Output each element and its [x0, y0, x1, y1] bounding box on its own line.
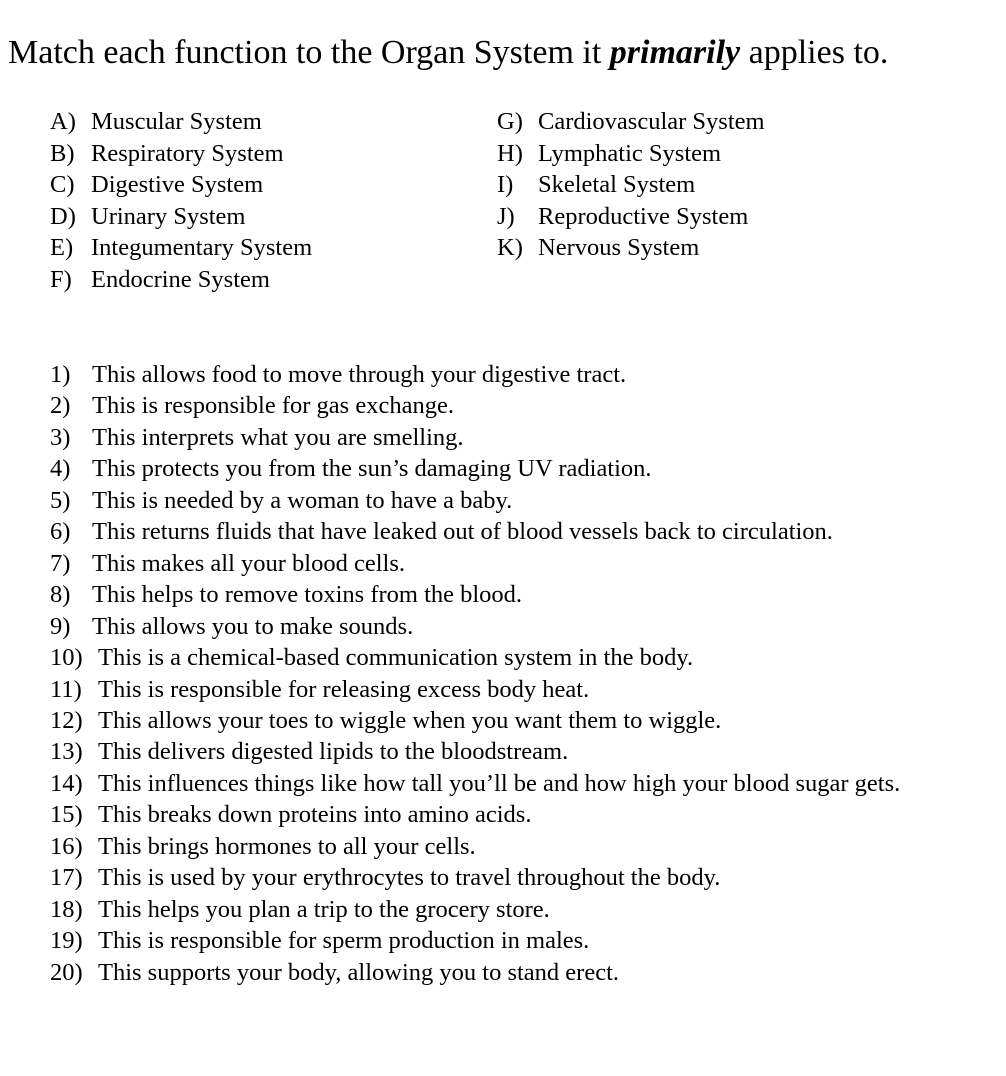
question-number: 12) — [50, 706, 83, 734]
question-item — [50, 453, 900, 484]
question-item — [50, 548, 900, 579]
option-item — [50, 169, 312, 201]
option-letter: I) — [497, 171, 514, 199]
question-list — [50, 359, 900, 988]
option-letter: J) — [497, 202, 515, 230]
option-letter: E) — [50, 234, 74, 262]
question-text: This influences things like how tall you’ll be and how high your blood sugar gets. — [98, 769, 901, 797]
question-number: 4) — [50, 455, 71, 483]
option-letter: G) — [497, 108, 523, 135]
option-letter: K) — [497, 234, 523, 262]
question-text: This allows food to move through your digestive tract. — [92, 361, 627, 388]
option-text: Endocrine System — [91, 265, 270, 293]
question-text: This is used by your erythrocytes to travel throughout the body. — [98, 864, 721, 892]
option-text: Cardiovascular System — [538, 108, 765, 135]
question-text: This allows your toes to wiggle when you want them to wiggle. — [98, 706, 722, 734]
option-letter: F) — [50, 265, 72, 293]
question-item — [50, 516, 900, 547]
question-item — [50, 925, 900, 956]
option-item — [50, 138, 312, 170]
question-item — [50, 422, 900, 453]
question-item — [50, 359, 900, 390]
question-item — [50, 579, 900, 610]
option-letter: B) — [50, 139, 75, 167]
question-text: This supports your body, allowing you to stand erect. — [98, 958, 620, 986]
question-item — [50, 674, 900, 705]
option-text: Muscular System — [91, 108, 262, 135]
question-text: This allows you to make sounds. — [92, 612, 414, 640]
question-text: This is responsible for gas exchange. — [92, 392, 454, 420]
option-item — [497, 138, 765, 170]
question-number: 3) — [50, 423, 71, 451]
option-letter: D) — [50, 202, 76, 230]
question-number: 2) — [50, 392, 71, 420]
question-number: 17) — [50, 864, 83, 892]
question-number: 6) — [50, 518, 71, 546]
question-number: 7) — [50, 549, 71, 577]
option-item — [50, 264, 312, 296]
option-item — [497, 232, 765, 264]
option-text: Skeletal System — [538, 171, 696, 199]
option-letter: H) — [497, 139, 523, 167]
option-item — [497, 169, 765, 201]
option-letter: A) — [50, 108, 76, 135]
question-number: 10) — [50, 644, 83, 672]
question-number: 13) — [50, 738, 83, 766]
question-number: 9) — [50, 612, 71, 640]
question-number: 20) — [50, 958, 83, 986]
question-item — [50, 957, 900, 988]
question-number: 18) — [50, 895, 83, 923]
question-item — [50, 705, 900, 736]
question-item — [50, 390, 900, 421]
option-text: Reproductive System — [538, 202, 749, 230]
question-text: This brings hormones to all your cells. — [98, 832, 476, 860]
question-item — [50, 831, 900, 862]
question-text: This delivers digested lipids to the bloodstream. — [98, 738, 569, 766]
question-text: This is a chemical-based communication system in the body. — [98, 644, 694, 672]
option-item — [50, 232, 312, 264]
option-text: Lymphatic System — [538, 139, 722, 167]
question-number: 15) — [50, 801, 83, 829]
question-item — [50, 799, 900, 830]
option-text: Integumentary System — [91, 234, 313, 262]
question-number: 8) — [50, 581, 71, 609]
question-number: 19) — [50, 927, 83, 955]
question-number: 14) — [50, 769, 83, 797]
question-text: This returns fluids that have leaked out of blood vessels back to circulation. — [92, 518, 833, 546]
question-item — [50, 768, 900, 799]
question-item — [50, 642, 900, 673]
question-item — [50, 485, 900, 516]
question-text: This interprets what you are smelling. — [92, 423, 464, 451]
question-item — [50, 611, 900, 642]
question-number: 1) — [50, 361, 71, 388]
title-text-end: applies to. — [740, 34, 889, 71]
option-text: Urinary System — [91, 202, 246, 230]
question-text: This breaks down proteins into amino acids. — [98, 801, 532, 829]
option-text: Digestive System — [91, 171, 264, 199]
option-text: Respiratory System — [91, 139, 284, 167]
question-text: This helps to remove toxins from the blood. — [92, 581, 523, 609]
options-right-column — [497, 106, 765, 264]
question-text: This protects you from the sun’s damaging UV radiation. — [92, 455, 652, 483]
question-number: 16) — [50, 832, 83, 860]
question-text: This is responsible for sperm production in males. — [98, 927, 590, 955]
page-title — [8, 34, 888, 72]
option-item — [497, 201, 765, 233]
question-text: This is needed by a woman to have a baby. — [92, 486, 513, 514]
option-letter: C) — [50, 171, 75, 199]
title-emphasis: primarily — [609, 34, 741, 71]
question-item — [50, 894, 900, 925]
options-left-column — [50, 106, 312, 296]
question-text: This makes all your blood cells. — [92, 549, 405, 577]
option-item — [497, 106, 765, 138]
question-number: 11) — [50, 675, 82, 703]
question-number: 5) — [50, 486, 71, 514]
option-text: Nervous System — [538, 234, 700, 262]
question-text: This is responsible for releasing excess body heat. — [98, 675, 590, 703]
question-item — [50, 862, 900, 893]
question-text: This helps you plan a trip to the grocery store. — [98, 895, 550, 923]
question-item — [50, 736, 900, 767]
option-item — [50, 201, 312, 233]
option-item — [50, 106, 312, 138]
title-text: Match each function to the Organ System it — [8, 34, 610, 71]
